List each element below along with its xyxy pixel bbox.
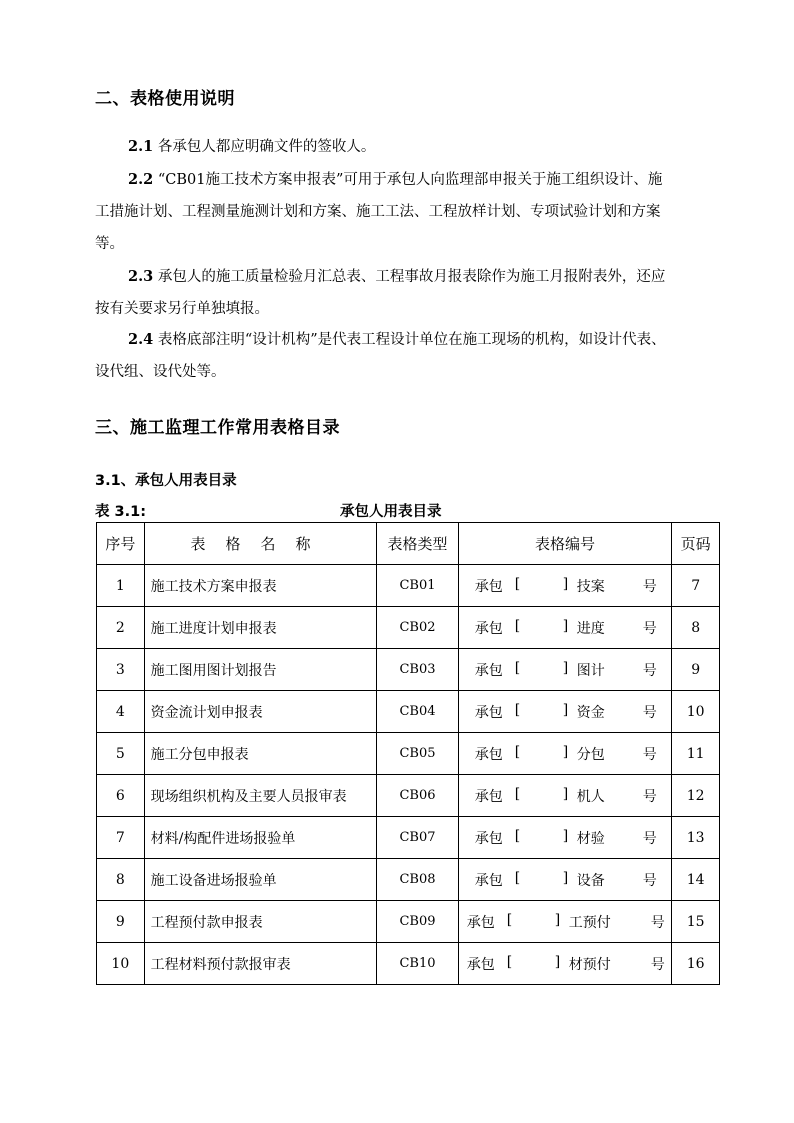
code-bracket-left: [ [514, 786, 521, 802]
cell-name: 资金流计划申报表 [144, 691, 377, 733]
paragraph-text: 设代组、设代处等。 [95, 364, 226, 380]
cell-name: 施工进度计划申报表 [144, 607, 377, 649]
paragraph-text: 各承包人都应明确文件的签收人。 [153, 139, 376, 155]
paragraph-2-4 [95, 324, 723, 388]
code-bracket-left: [ [506, 954, 513, 970]
code-suffix: 号 [642, 705, 657, 721]
code-bracket-left: [ [514, 828, 521, 844]
cell-type: CB03 [377, 649, 458, 691]
cell-page: 12 [672, 775, 720, 817]
paragraph-2-1 [95, 131, 723, 163]
cell-code [458, 859, 672, 901]
cell-page: 16 [672, 943, 720, 985]
cell-seq: 10 [97, 943, 145, 985]
code-suffix: 号 [642, 747, 657, 763]
code-bracket-right: ] [562, 828, 569, 844]
cell-type: CB10 [377, 943, 458, 985]
code-bracket-left: [ [514, 660, 521, 676]
code-prefix: 承包 [474, 663, 503, 679]
cell-seq: 9 [97, 901, 145, 943]
paragraph-number: 2.1 [128, 138, 154, 155]
header-type: 表格类型 [377, 523, 458, 565]
code-bracket-left: [ [514, 576, 521, 592]
code-abbreviation: 图计 [576, 663, 605, 679]
code-bracket-left: [ [514, 702, 521, 718]
code-prefix: 承包 [474, 873, 503, 889]
cell-page: 15 [672, 901, 720, 943]
cell-type: CB04 [377, 691, 458, 733]
code-prefix: 承包 [474, 789, 503, 805]
code-suffix: 号 [650, 957, 665, 973]
cell-code [458, 901, 672, 943]
code-bracket-right: ] [554, 912, 561, 928]
table-row [97, 565, 720, 607]
cell-page: 11 [672, 733, 720, 775]
cell-code [458, 943, 672, 985]
table-row [97, 817, 720, 859]
cell-name: 工程预付款申报表 [144, 901, 377, 943]
cell-page: 7 [672, 565, 720, 607]
header-name: 表格名称 [144, 523, 377, 565]
code-bracket-right: ] [562, 618, 569, 634]
subsection-3-1-heading: 3.1、承包人用表目录 [95, 473, 237, 489]
code-bracket-left: [ [514, 870, 521, 886]
code-prefix: 承包 [474, 747, 503, 763]
cell-type: CB05 [377, 733, 458, 775]
header-page: 页码 [672, 523, 720, 565]
table-header-row [97, 523, 720, 565]
cell-seq: 4 [97, 691, 145, 733]
code-bracket-left: [ [514, 618, 521, 634]
code-bracket-right: ] [562, 576, 569, 592]
table-title: 承包人用表目录 [340, 504, 442, 520]
code-abbreviation: 技案 [576, 579, 605, 595]
table-row [97, 859, 720, 901]
cell-page: 10 [672, 691, 720, 733]
code-suffix: 号 [642, 663, 657, 679]
code-bracket-left: [ [506, 912, 513, 928]
cell-name: 现场组织机构及主要人员报审表 [144, 775, 377, 817]
table-row [97, 775, 720, 817]
code-abbreviation: 分包 [576, 747, 605, 763]
cell-seq: 6 [97, 775, 145, 817]
paragraph-text: 按有关要求另行单独填报。 [95, 301, 269, 317]
paragraph-2-3 [95, 261, 723, 325]
cell-code [458, 565, 672, 607]
paragraph-number: 2.2 [128, 171, 154, 188]
cell-code [458, 733, 672, 775]
code-bracket-right: ] [562, 744, 569, 760]
paragraph-text: 工措施计划、工程测量施测计划和方案、施工工法、工程放样计划、专项试验计划和方案 [95, 204, 661, 220]
cell-type: CB06 [377, 775, 458, 817]
code-bracket-right: ] [562, 660, 569, 676]
table-row [97, 901, 720, 943]
header-code: 表格编号 [458, 523, 672, 565]
cell-code [458, 775, 672, 817]
code-suffix: 号 [642, 621, 657, 637]
code-suffix: 号 [642, 579, 657, 595]
code-suffix: 号 [650, 915, 665, 931]
table-row [97, 649, 720, 691]
cell-code [458, 607, 672, 649]
table-row [97, 943, 720, 985]
code-abbreviation: 资金 [576, 705, 605, 721]
code-abbreviation: 机人 [576, 789, 605, 805]
cell-page: 8 [672, 607, 720, 649]
cell-seq: 5 [97, 733, 145, 775]
code-prefix: 承包 [474, 831, 503, 847]
cell-name: 施工技术方案申报表 [144, 565, 377, 607]
cell-name: 材料/构配件进场报验单 [144, 817, 377, 859]
header-seq: 序号 [97, 523, 145, 565]
code-suffix: 号 [642, 789, 657, 805]
code-prefix: 承包 [466, 957, 495, 973]
paragraph-2-2 [95, 164, 723, 260]
cell-page: 9 [672, 649, 720, 691]
code-abbreviation: 进度 [576, 621, 605, 637]
table-row [97, 607, 720, 649]
code-suffix: 号 [642, 873, 657, 889]
table-row [97, 733, 720, 775]
cell-code [458, 817, 672, 859]
code-suffix: 号 [642, 831, 657, 847]
code-abbreviation: 工预付 [568, 915, 611, 931]
cell-page: 13 [672, 817, 720, 859]
code-bracket-left: [ [514, 744, 521, 760]
code-bracket-right: ] [562, 870, 569, 886]
cell-seq: 1 [97, 565, 145, 607]
cell-name: 施工图用图计划报告 [144, 649, 377, 691]
code-prefix: 承包 [474, 621, 503, 637]
paragraph-text: “CB01施工技术方案申报表”可用于承包人向监理部申报关于施工组织设计、施 [153, 172, 663, 188]
table-row [97, 691, 720, 733]
cell-code [458, 691, 672, 733]
code-prefix: 承包 [474, 705, 503, 721]
cell-seq: 7 [97, 817, 145, 859]
paragraph-text: 等。 [95, 236, 124, 252]
code-abbreviation: 材验 [576, 831, 605, 847]
paragraph-number: 2.4 [128, 331, 154, 348]
code-abbreviation: 材预付 [568, 957, 611, 973]
cell-seq: 3 [97, 649, 145, 691]
cell-seq: 8 [97, 859, 145, 901]
cell-name: 工程材料预付款报审表 [144, 943, 377, 985]
cell-type: CB08 [377, 859, 458, 901]
cell-code [458, 649, 672, 691]
contractor-forms-table [96, 522, 720, 985]
cell-name: 施工设备进场报验单 [144, 859, 377, 901]
cell-type: CB01 [377, 565, 458, 607]
paragraph-number: 2.3 [128, 268, 154, 285]
cell-type: CB09 [377, 901, 458, 943]
section-2-heading: 二、表格使用说明 [95, 89, 235, 109]
code-bracket-right: ] [554, 954, 561, 970]
code-bracket-right: ] [562, 786, 569, 802]
code-bracket-right: ] [562, 702, 569, 718]
paragraph-text: 承包人的施工质量检验月汇总表、工程事故月报表除作为施工月报附表外，还应 [153, 269, 666, 285]
table-label: 表 3.1: [95, 504, 147, 520]
code-abbreviation: 设备 [576, 873, 605, 889]
cell-type: CB07 [377, 817, 458, 859]
code-prefix: 承包 [474, 579, 503, 595]
cell-seq: 2 [97, 607, 145, 649]
code-prefix: 承包 [466, 915, 495, 931]
paragraph-text: 表格底部注明“设计机构”是代表工程设计单位在施工现场的机构，如设计代表、 [153, 332, 666, 348]
section-3-heading: 三、施工监理工作常用表格目录 [95, 418, 340, 438]
table-body [97, 565, 720, 985]
cell-page: 14 [672, 859, 720, 901]
cell-type: CB02 [377, 607, 458, 649]
cell-name: 施工分包申报表 [144, 733, 377, 775]
